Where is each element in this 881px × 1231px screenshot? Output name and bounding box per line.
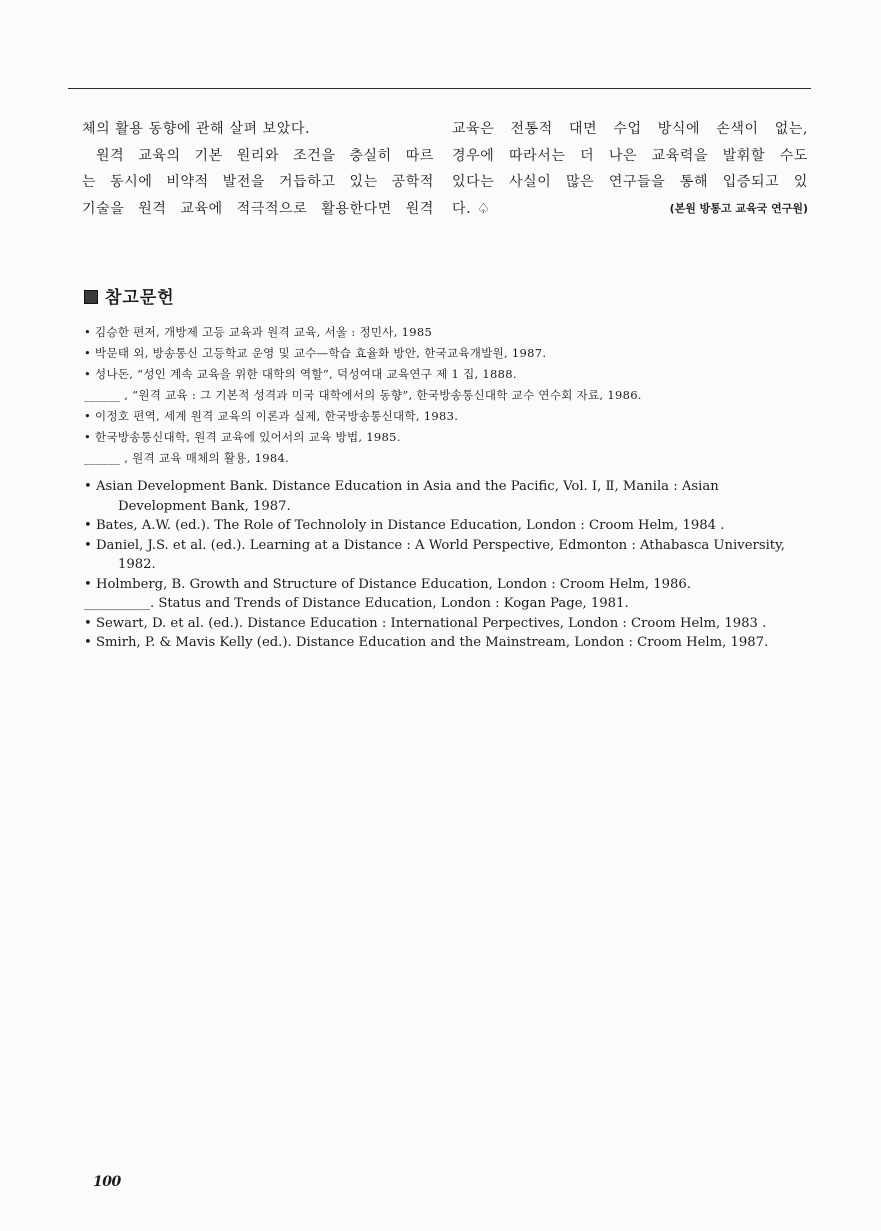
flower-end-mark-icon: ♤ <box>477 200 491 217</box>
body-last-line <box>452 196 808 223</box>
body-text-left-column <box>82 116 434 222</box>
reference-item: • Smirh, P. & Mavis Kelly (ed.). Distance Education and the Mainstream, London : Croom Helm, 1987. <box>84 635 769 650</box>
body-line: 원격 교육의 기본 원리와 조건을 충실히 따르 <box>96 147 434 164</box>
reference-item: ______ , “원격 교육 : 그 기본적 성격과 미국 대학에서의 동향”, 한국방송통신대학 교수 연수회 자료, 1986. <box>84 388 642 402</box>
reference-item: ______ , 원격 교육 매체의 활용, 1984. <box>84 451 290 465</box>
body-text-right-column <box>452 116 808 222</box>
reference-item: • 박문태 외, 방송통신 고등학교 운영 및 교수—학습 효율화 방안, 한국교육개발원, 1987. <box>84 346 547 360</box>
body-line: 는 동시에 비약적 발전을 거듭하고 있는 공학적 <box>82 174 434 190</box>
reference-item: • 한국방송통신대학, 원격 교육에 있어서의 교육 방법, 1985. <box>84 430 401 444</box>
body-line: 경우에 따라서는 더 나은 교육력을 발휘할 수도 <box>452 147 808 164</box>
references-heading <box>84 283 175 308</box>
body-line: 기술을 원격 교육에 적극적으로 활용한다면 원격 <box>82 200 434 217</box>
body-line: 체의 활용 동향에 관해 살펴 보았다. <box>82 121 311 137</box>
author-affiliation: (본원 방통고 교육국 연구원) <box>669 201 808 215</box>
reference-item: • Holmberg, B. Growth and Structure of Distance Education, London : Croom Helm, 1986. <box>84 576 692 592</box>
reference-item: • Bates, A.W. (ed.). The Role of Technololy in Distance Education, London : Croom Helm, 1984 . <box>84 518 725 533</box>
reference-item: • 이정호 편역, 세계 원격 교육의 이론과 실제, 한국방송통신대학, 1983. <box>84 409 459 423</box>
reference-item: • Sewart, D. et al. (ed.). Distance Education : International Perpectives, London : Croom Helm, 1983 . <box>84 615 767 631</box>
reference-item: • Asian Development Bank. Distance Education in Asia and the Pacific, Vol. Ⅰ, Ⅱ, Manila : Asian Development Bank, 1987. <box>84 479 719 514</box>
body-line: 있다는 사실이 많은 연구들을 통해 입증되고 있 <box>452 174 808 190</box>
reference-item: __________. Status and Trends of Distance Education, London : Kogan Page, 1981. <box>84 596 629 611</box>
reference-item: • 김승한 편저, 개방제 고등 교육과 원격 교육, 서울 : 정민사, 1985 <box>84 325 433 339</box>
korean-references-list <box>84 322 814 469</box>
reference-item: • Daniel, J.S. et al. (ed.). Learning at a Distance : A World Perspective, Edmonton : Athabasca University, 1982. <box>84 537 785 572</box>
reference-item: • 성나돈, “성인 계속 교육을 위한 대학의 역할”, 덕성여대 교육연구 제 1 집, 1888. <box>84 367 517 381</box>
top-rule <box>68 88 811 89</box>
references-heading-text: 참고문헌 <box>105 288 175 308</box>
page-number: 100 <box>93 1174 121 1190</box>
square-bullet-icon <box>84 290 98 304</box>
body-line: 교육은 전통적 대면 수업 방식에 손색이 없는, <box>452 121 808 137</box>
body-line: 다. <box>452 200 472 217</box>
english-references-list <box>84 477 808 653</box>
